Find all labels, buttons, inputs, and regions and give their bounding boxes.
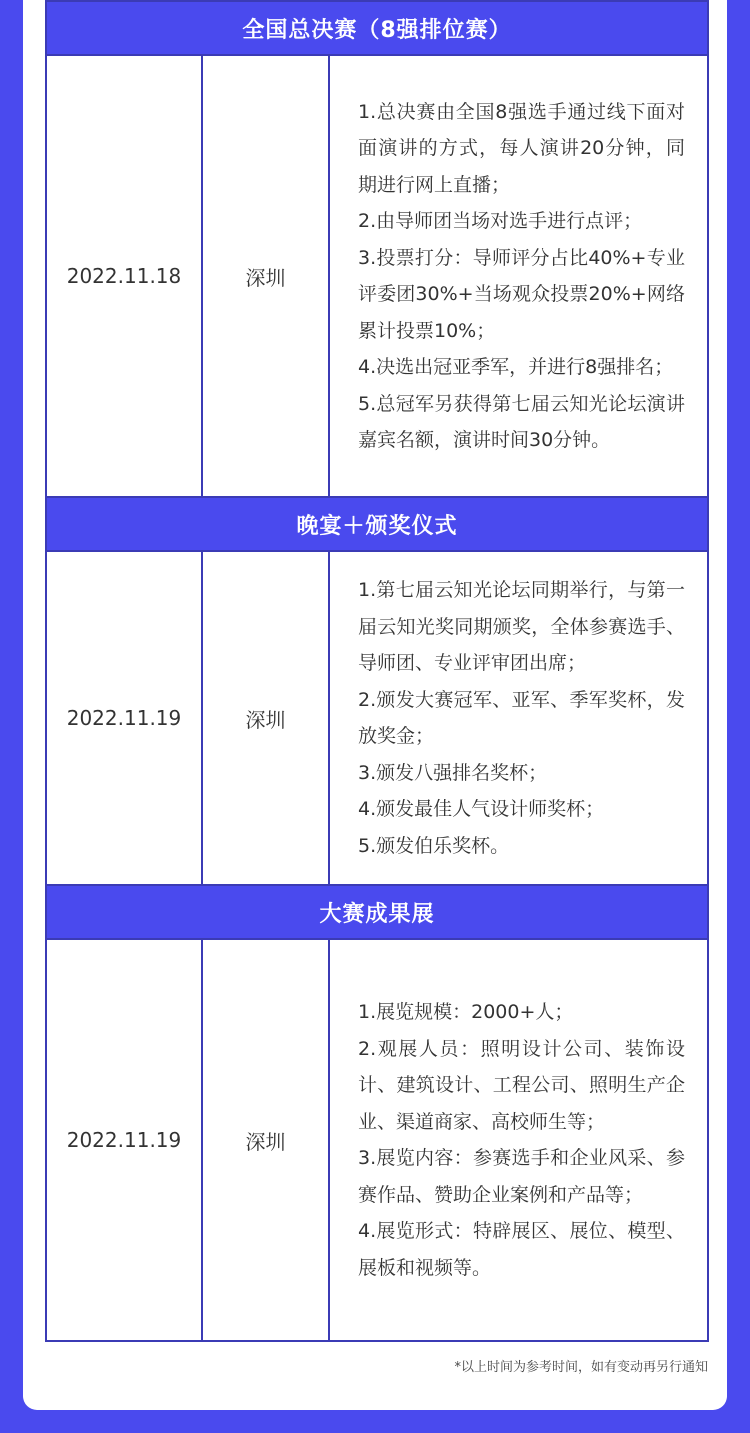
description-item: 2.观展人员：照明设计公司、装饰设计、建筑设计、工程公司、照明生产企业、渠道商家、高校师生等； — [358, 1037, 685, 1133]
date-cell: 2022.11.19 — [46, 551, 202, 885]
description-cell — [329, 939, 708, 1341]
schedule-table — [45, 0, 709, 1342]
description-item: 4.展览形式：特辟展区、展位、模型、展板和视频等。 — [358, 1220, 685, 1279]
city-cell: 深圳 — [202, 551, 329, 885]
city-cell: 深圳 — [202, 939, 329, 1341]
city-cell: 深圳 — [202, 55, 329, 497]
description-item: 3.颁发八强排名奖杯； — [358, 761, 548, 784]
description-cell — [329, 55, 708, 497]
description-item: 4.颁发最佳人气设计师奖杯； — [358, 798, 605, 820]
description-item: 2.由导师团当场对选手进行点评； — [358, 210, 643, 232]
description-item: 5.颁发伯乐奖杯。 — [358, 834, 510, 857]
description-item: 1.展览规模：2000+人； — [358, 1001, 574, 1023]
description-item: 5.总冠军另获得第七届云知光论坛演讲嘉宾名额，演讲时间30分钟。 — [358, 392, 685, 451]
section-header-exhibition — [46, 885, 708, 939]
description-cell — [329, 551, 708, 885]
description-item: 1.总决赛由全国8强选手通过线下面对面演讲的方式，每人演讲20分钟，同期进行网上直播； — [358, 100, 685, 196]
schedule-row — [46, 55, 708, 497]
section-title: 大赛成果展 — [46, 885, 708, 939]
schedule-row — [46, 939, 708, 1341]
section-header-finals — [46, 1, 708, 55]
description-item: 4.决选出冠亚季军，并进行8强排名； — [358, 356, 674, 378]
schedule-row — [46, 551, 708, 885]
section-title: 全国总决赛（8强排位赛） — [46, 1, 708, 55]
date-cell: 2022.11.18 — [46, 55, 202, 497]
footnote: *以上时间为参考时间，如有变动再另行通知 — [454, 1360, 708, 1375]
description-item: 1.第七届云知光论坛同期举行，与第一届云知光奖同期颁奖，全体参赛选手、导师团、专业评审团出席； — [358, 579, 685, 674]
date-cell: 2022.11.19 — [46, 939, 202, 1341]
description-item: 2.颁发大赛冠军、亚军、季军奖杯，发放奖金； — [358, 688, 685, 747]
section-header-banquet — [46, 497, 708, 551]
description-item: 3.展览内容：参赛选手和企业风采、参赛作品、赞助企业案例和产品等； — [358, 1147, 685, 1206]
section-title: 晚宴＋颁奖仪式 — [46, 497, 708, 551]
description-item: 3.投票打分：导师评分占比40%+专业评委团30%+当场观众投票20%+网络累计投票10%； — [358, 246, 685, 342]
